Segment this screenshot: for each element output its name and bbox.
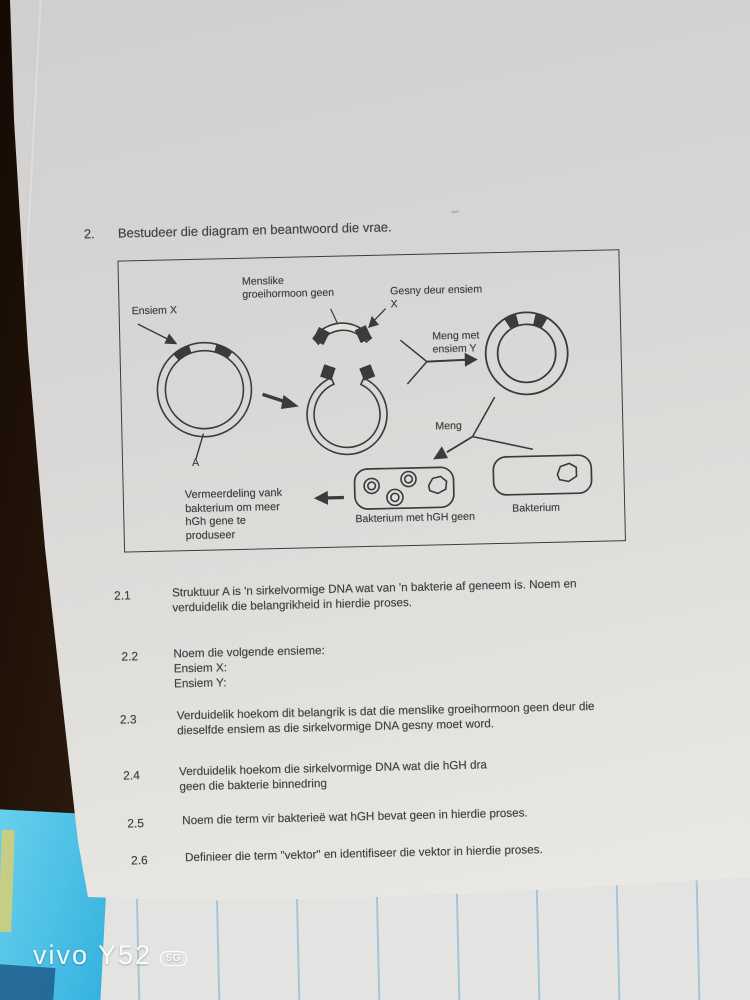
page-title: Bestudeer die diagram en beantwoord die vrae. [117,219,392,241]
plasmid-a [156,342,253,460]
watermark-5g-badge: 5G [160,951,187,966]
label-bakterium-met-hgh-geen: Bakterium met hGH geen [355,510,476,526]
label-a-pointer-line [195,434,204,459]
gesny-arrow [368,309,386,328]
question-number: 2.1 [113,588,131,603]
question-text: Struktuur A is 'n sirkelvormige DNA wat van 'n bakterie af geneem is. Noem en verduidelik die belangrikheid in hierdie proses. [171,577,577,615]
question-text: Noem die term vir bakterieë wat hGH bevat geen in hierdie proses. [182,806,528,828]
question-number: 2.3 [119,712,137,727]
recombinant-plasmid [485,311,569,395]
label-gesny-deur-ensiem-x: Gesny deur ensiem X [390,283,483,311]
label-menslike-groeihormoon-geen: Menslike groeihormoon geen [241,274,335,301]
question-number: 2.6 [130,853,148,868]
label-meng: Meng [435,419,462,433]
question-text: Definieer die term "vektor" en identifiseer die vektor in hierdie proses. [184,843,543,865]
hgh-gene-segment [312,322,371,345]
menslike-pointer-line [331,309,338,325]
pen-mark [451,210,458,213]
question-text: Verduidelik hoekom dit belangrik is dat die menslike groeihormoon geen deur die dieselfde ensiem as die sirkelvormige DNA gesny moet word. [176,699,595,738]
arrow-multiply-step [314,491,344,506]
question-number: 2.4 [122,768,140,783]
question-number: 2.2 [121,649,139,664]
question-section-number: 2. [83,226,95,242]
diagram-box [117,249,625,552]
cut-plasmid [306,363,388,455]
camera-watermark [33,940,187,971]
label-bakterium: Bakterium [512,501,561,515]
question-number: 2.5 [127,816,145,831]
watermark-brand: vivo Y52 [33,940,153,970]
bacterium-cell [493,455,592,495]
question-text: Noem die volgende ensieme: Ensiem X: Ensiem Y: [173,644,325,691]
label-structure-a: A [191,456,200,469]
question-text: Verduidelik hoekom die sirkelvormige DNA wat die hGH dra geen die bakterie binnedring [178,758,488,794]
arrow-cut-step [263,394,299,410]
ensiem-x-arrow [138,323,177,345]
label-vermeerdeling: Vermeerdeling vank bakterium om meer hGh gene te produseer [184,486,283,542]
label-meng-met-ensiem-y: Meng met ensiem Y [432,329,480,356]
label-ensiem-x: Ensiem X [131,304,178,318]
bacterium-with-hgh-cell [354,467,454,509]
